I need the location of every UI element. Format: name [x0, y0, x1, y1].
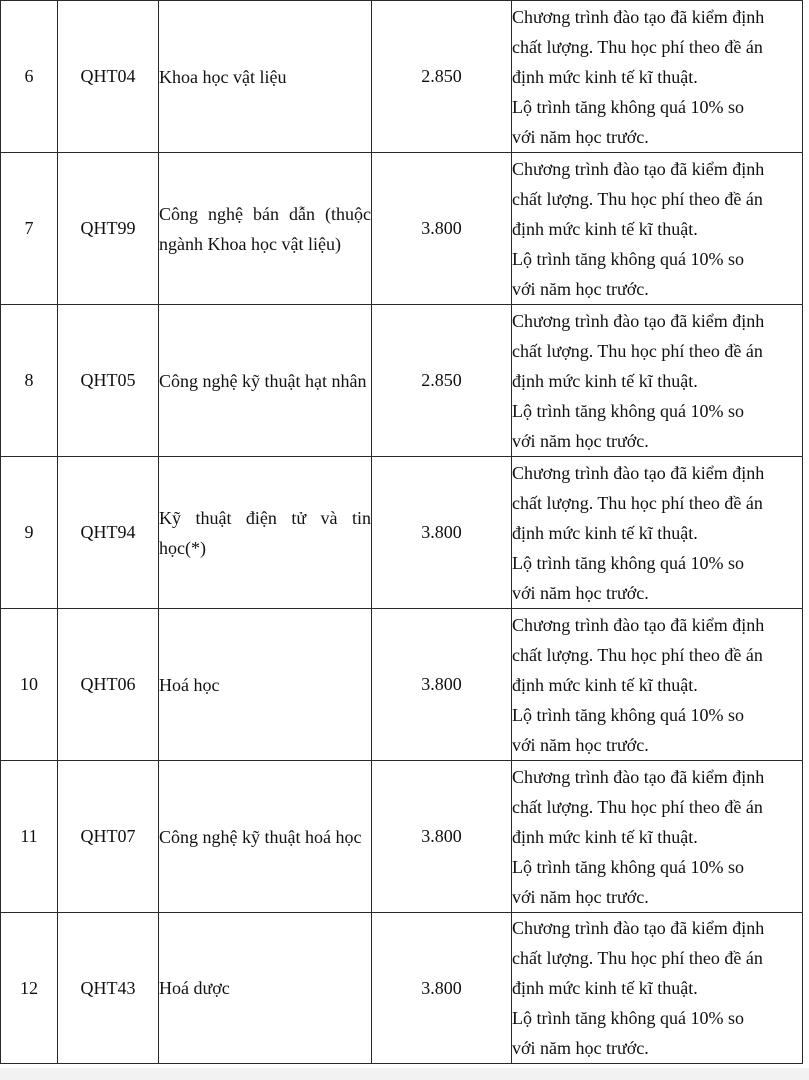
major-code: QHT99	[58, 153, 159, 305]
major-name: Hoá học	[159, 609, 372, 761]
fee-note-line: Chương trình đào tạo đã kiểm định	[512, 614, 765, 635]
major-name: Kỹ thuật điện tử và tin học(*)	[159, 457, 372, 609]
fee-note-line: Lộ trình tăng không quá 10% so	[512, 704, 744, 725]
fee-note	[512, 761, 803, 913]
row-number: 11	[1, 761, 58, 913]
major-code: QHT06	[58, 609, 159, 761]
major-name: Hoá dược	[159, 913, 372, 1064]
row-number: 12	[1, 913, 58, 1064]
table-row	[1, 305, 803, 457]
fee-note-line: định mức kinh tế kĩ thuật.	[512, 218, 698, 239]
fee-note	[512, 609, 803, 761]
page-bottom-edge	[0, 1068, 809, 1080]
tuition-fee: 2.850	[372, 305, 512, 457]
fee-note-line: chất lượng. Thu học phí theo đề án	[512, 340, 763, 361]
major-name: Công nghệ kỹ thuật hoá học	[159, 761, 372, 913]
fee-note-line: với năm học trước.	[512, 430, 649, 451]
fee-note-line: Lộ trình tăng không quá 10% so	[512, 248, 744, 269]
major-code: QHT07	[58, 761, 159, 913]
major-name: Công nghệ kỹ thuật hạt nhân	[159, 305, 372, 457]
table-body	[1, 0, 803, 1064]
fee-note-line: Chương trình đào tạo đã kiểm định	[512, 918, 765, 938]
fee-note-line: chất lượng. Thu học phí theo đề án	[512, 796, 763, 817]
row-number: 8	[1, 305, 58, 457]
fee-note-line: Lộ trình tăng không quá 10% so	[512, 96, 744, 117]
fee-note	[512, 305, 803, 457]
major-code: QHT43	[58, 913, 159, 1064]
major-code: QHT94	[58, 457, 159, 609]
fee-note-line: chất lượng. Thu học phí theo đề án	[512, 948, 763, 968]
fee-note-line: Chương trình đào tạo đã kiểm định	[512, 766, 765, 787]
fee-note	[512, 913, 803, 1064]
table-row	[1, 913, 803, 1064]
fee-note	[512, 1, 803, 153]
tuition-fee: 3.800	[372, 609, 512, 761]
table-row	[1, 1, 803, 153]
fee-note-line: với năm học trước.	[512, 126, 649, 147]
fee-note-line: định mức kinh tế kĩ thuật.	[512, 370, 698, 391]
fee-note-line: định mức kinh tế kĩ thuật.	[512, 674, 698, 695]
major-name: Khoa học vật liệu	[159, 1, 372, 153]
table-row	[1, 761, 803, 913]
row-number: 9	[1, 457, 58, 609]
table-row	[1, 609, 803, 761]
fee-note-line: Lộ trình tăng không quá 10% so	[512, 400, 744, 421]
major-code: QHT05	[58, 305, 159, 457]
tuition-fee: 3.800	[372, 153, 512, 305]
fee-note-line: với năm học trước.	[512, 886, 649, 907]
fee-note-line: chất lượng. Thu học phí theo đề án	[512, 188, 763, 209]
major-name: Công nghệ bán dẫn (thuộc ngành Khoa học vật liệu)	[159, 153, 372, 305]
tuition-fee: 2.850	[372, 1, 512, 153]
fee-note	[512, 153, 803, 305]
fee-note-line: định mức kinh tế kĩ thuật.	[512, 826, 698, 847]
fee-note-line: Lộ trình tăng không quá 10% so	[512, 856, 744, 877]
fee-note-line: Chương trình đào tạo đã kiểm định	[512, 6, 765, 27]
row-number: 7	[1, 153, 58, 305]
fee-note-line: định mức kinh tế kĩ thuật.	[512, 978, 698, 998]
fee-note-line: với năm học trước.	[512, 278, 649, 299]
fee-note-line: chất lượng. Thu học phí theo đề án	[512, 36, 763, 57]
fee-note	[512, 457, 803, 609]
fee-note-line: định mức kinh tế kĩ thuật.	[512, 522, 698, 543]
tuition-fee: 3.800	[372, 913, 512, 1064]
table-row	[1, 457, 803, 609]
fee-note-line: Chương trình đào tạo đã kiểm định	[512, 158, 765, 179]
major-code: QHT04	[58, 1, 159, 153]
fee-note-line: với năm học trước.	[512, 582, 649, 603]
fee-note-line: Lộ trình tăng không quá 10% so	[512, 1008, 744, 1028]
fee-note-line: chất lượng. Thu học phí theo đề án	[512, 644, 763, 665]
fee-note-line: Chương trình đào tạo đã kiểm định	[512, 310, 765, 331]
fee-note-line: với năm học trước.	[512, 734, 649, 755]
tuition-fee: 3.800	[372, 761, 512, 913]
table-row	[1, 153, 803, 305]
fee-note-line: chất lượng. Thu học phí theo đề án	[512, 492, 763, 513]
row-number: 6	[1, 1, 58, 153]
tuition-fee: 3.800	[372, 457, 512, 609]
fee-note-line: định mức kinh tế kĩ thuật.	[512, 66, 698, 87]
fee-note-line: với năm học trước.	[512, 1038, 649, 1058]
fee-note-line: Lộ trình tăng không quá 10% so	[512, 552, 744, 573]
fee-note-line: Chương trình đào tạo đã kiểm định	[512, 462, 765, 483]
row-number: 10	[1, 609, 58, 761]
